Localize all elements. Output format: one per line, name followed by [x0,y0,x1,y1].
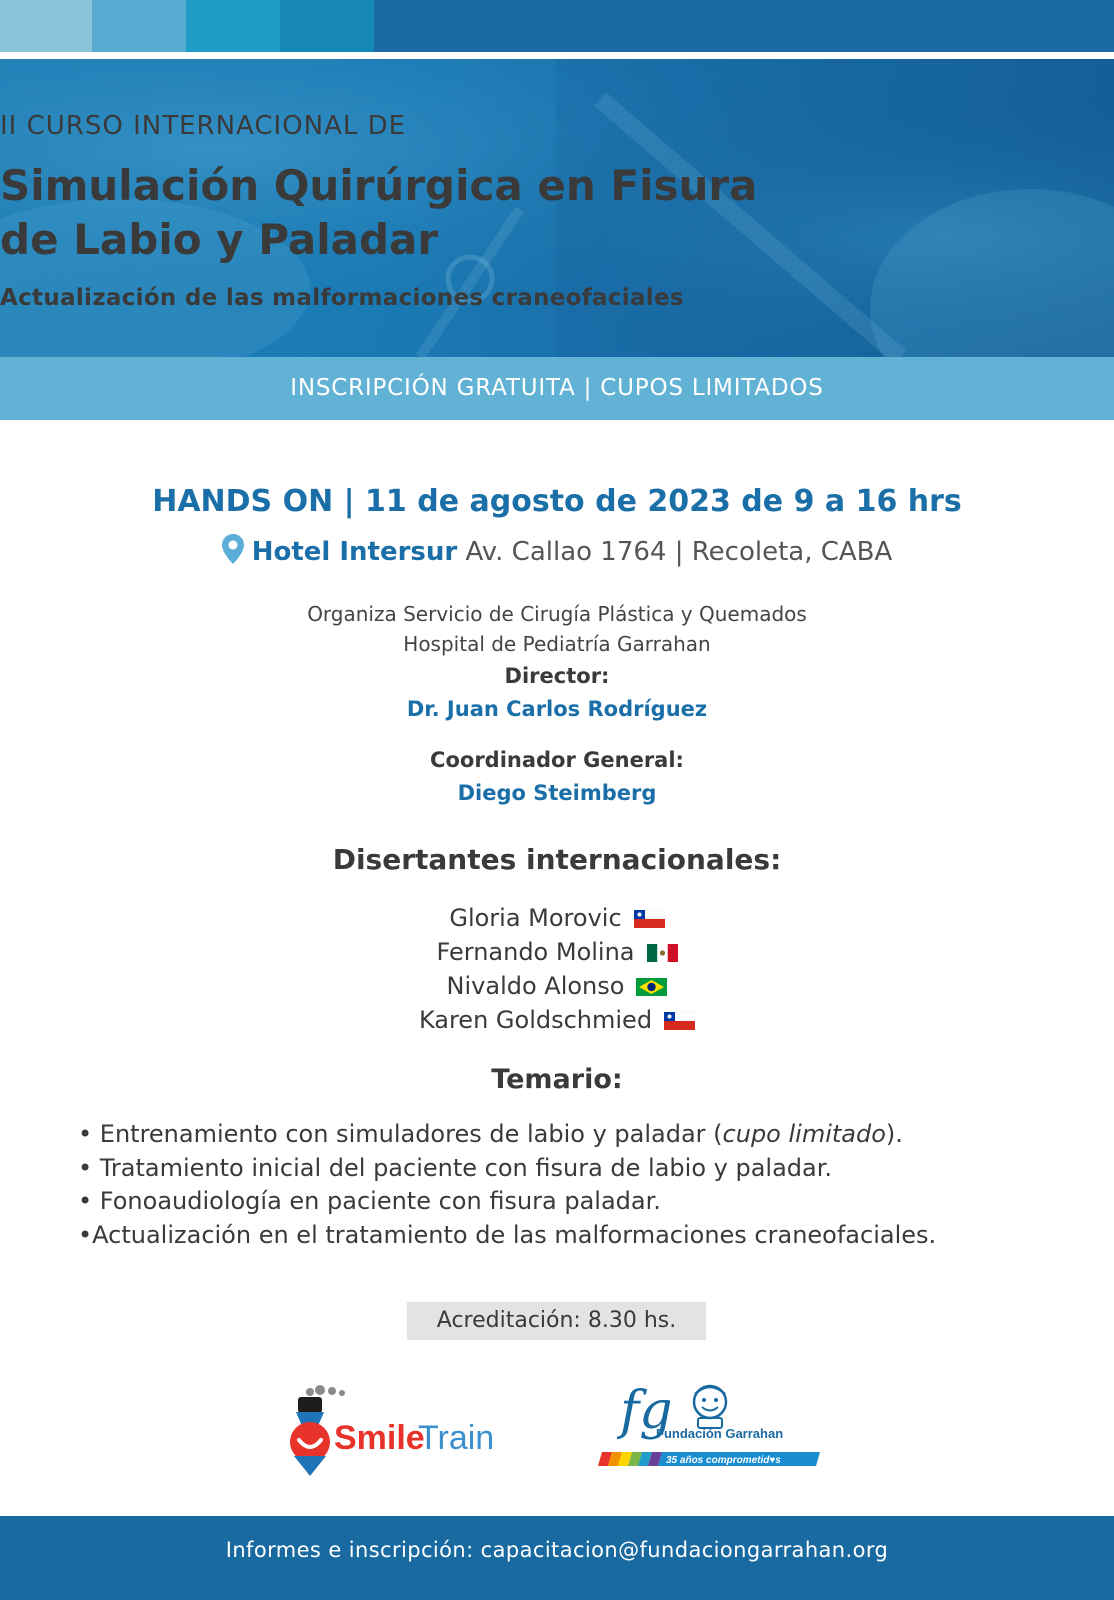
venue-name: Hotel Intersur [251,537,458,567]
fundacion-garrahan-logo [598,1380,828,1476]
strip-segment [374,0,1114,52]
venue-address: Av. Callao 1764 | Recoleta, CABA [465,537,893,567]
organizer-line-1: Organiza Servicio de Cirugía Plástica y Quemados [307,602,807,626]
fg-letters: fg [620,1381,673,1441]
brazil-flag-icon [636,978,667,996]
temario-item: • Fonoaudiología en paciente con fisura paladar. [78,1187,661,1215]
director-name: Dr. Juan Carlos Rodríguez [406,697,708,721]
strip-segment [280,0,374,52]
accreditation-badge: Acreditación: 8.30 hs. [407,1302,706,1340]
temario-item-emphasis: cupo limitado [722,1120,886,1148]
strip-divider [0,52,1114,59]
course-subtitle: Actualización de las malformaciones craneofaciales [0,285,684,311]
fg-name: Fundación Garrahan [656,1426,784,1441]
speaker-name: Gloria Morovic [449,904,622,932]
course-title-line-2: de Labio y Paladar [0,215,439,264]
temario-list [78,1118,1078,1252]
speakers-title: Disertantes internacionales: [332,843,782,876]
temario-item-suffix: ). [885,1120,903,1148]
smile-train-logo [288,1382,518,1478]
child-face-icon [694,1386,726,1428]
speaker-item [0,972,1114,1000]
temario-title: Temario: [491,1064,623,1095]
temario-item-text: • Entrenamiento con simuladores de labio y paladar ( [78,1120,723,1148]
speaker-item [0,1006,1114,1034]
organizer-line-2: Hospital de Pediatría Garrahan [403,632,711,656]
location-pin-icon [222,534,244,564]
mexico-flag-icon [647,944,678,962]
smile-train-word-2: Train [418,1419,495,1457]
coordinator-name: Diego Steimberg [457,781,657,805]
speaker-item [0,904,1114,932]
registration-band: INSCRIPCIÓN GRATUITA | CUPOS LIMITADOS [0,357,1114,420]
smile-train-word-1: Smile [334,1419,425,1457]
speaker-name: Karen Goldschmied [418,1006,653,1034]
course-title [0,159,1114,267]
course-title-line-1: Simulación Quirúrgica en Fisura [0,161,758,210]
strip-segment [0,0,92,52]
temario-item: •Actualización en el tratamiento de las malformaciones craneofaciales. [78,1220,937,1249]
footer-contact-text[interactable]: Informes e inscripción: capacitacion@fundaciongarrahan.org [225,1538,889,1562]
hero-banner [0,59,1114,357]
chile-flag-icon [634,910,665,928]
speaker-name: Fernando Molina [436,938,635,966]
speaker-name: Nivaldo Alonso [446,972,625,1000]
event-headline: HANDS ON | 11 de agosto de 2023 de 9 a 16 hrs [152,484,962,519]
footer-contact [0,1516,1114,1600]
director-label: Director: [504,664,610,688]
venue-line [0,534,1114,567]
course-kicker: II CURSO INTERNACIONAL DE [0,111,407,141]
strip-segment [92,0,186,52]
chile-flag-icon [664,1012,695,1030]
top-color-strip [0,0,1114,52]
coordinator-label: Coordinador General: [430,748,684,772]
temario-item: • Tratamiento inicial del paciente con fisura de labio y paladar. [78,1153,833,1182]
strip-segment [186,0,280,52]
fg-tagline: 35 años comprometid♥s [666,1455,781,1466]
temario-item [78,1118,1078,1152]
speaker-item [0,938,1114,966]
